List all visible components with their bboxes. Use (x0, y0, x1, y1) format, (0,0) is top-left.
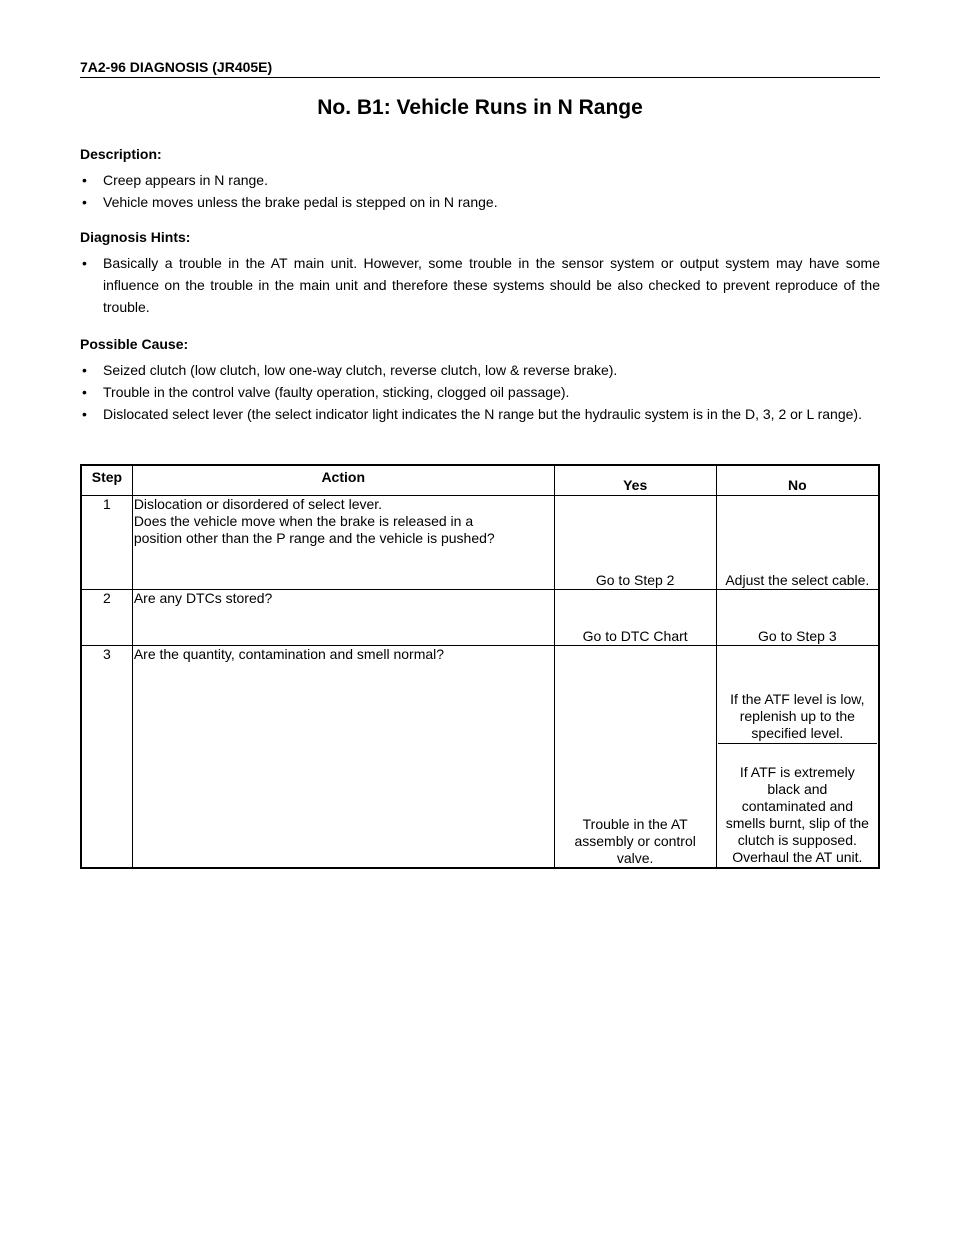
list-item: • Seized clutch (low clutch, low one-way clutch, reverse clutch, low & reverse brake). (80, 359, 880, 381)
diagnosis-table (80, 464, 880, 869)
page-header: 7A2-96 DIAGNOSIS (JR405E) (80, 58, 880, 78)
action-line: Are any DTCs stored? (133, 590, 273, 606)
no-line: clutch is supposed. (737, 831, 857, 848)
no-line: replenish up to the (739, 707, 855, 724)
action-line: Does the vehicle move when the brake is released in a (133, 513, 474, 529)
causes-list (80, 359, 880, 425)
no-line: If ATF is extremely (739, 763, 855, 780)
table-row (81, 496, 879, 590)
step-number: 2 (81, 590, 132, 646)
hints-heading: Diagnosis Hints: (80, 229, 191, 245)
step-number: 1 (81, 496, 132, 590)
header-step: Step (81, 465, 132, 496)
step-action (132, 590, 554, 646)
no-line: smells burnt, slip of the (725, 814, 869, 831)
step-yes: Go to Step 2 (554, 496, 716, 590)
no-line: Overhaul the AT unit. (732, 848, 863, 865)
step-no: Adjust the select cable. (716, 496, 879, 590)
header-action: Action (132, 465, 554, 496)
action-line: Are the quantity, contamination and smell normal? (133, 646, 445, 662)
no-option-contaminated (718, 744, 877, 867)
list-item: • Dislocated select lever (the select indicator light indicates the N range but the hydraulic system is in the D, 3, 2 or L range). (80, 403, 880, 425)
description-heading: Description: (80, 146, 162, 162)
no-line: specified level. (751, 724, 844, 741)
causes-section (80, 335, 880, 425)
page-title: No. B1: Vehicle Runs in N Range (317, 96, 643, 119)
step-yes (554, 646, 716, 868)
description-section (80, 145, 880, 213)
no-line: contaminated and (741, 797, 853, 814)
header-no: No (716, 465, 879, 496)
step-action (132, 496, 554, 590)
step-no: Go to Step 3 (716, 590, 879, 646)
yes-line: Trouble in the AT (582, 815, 688, 832)
step-action (132, 646, 554, 868)
yes-line: assembly or control (574, 832, 696, 849)
hints-section (80, 228, 880, 318)
no-line: black and (767, 780, 828, 797)
description-list (80, 169, 880, 213)
no-line: If the ATF level is low, (730, 690, 865, 707)
list-item: • Vehicle moves unless the brake pedal is stepped on in N range. (80, 191, 880, 213)
action-line: position other than the P range and the vehicle is pushed? (133, 530, 495, 546)
no-option-low-level (718, 655, 877, 744)
list-item: • Trouble in the control valve (faulty operation, sticking, clogged oil passage). (80, 381, 880, 403)
step-no (716, 646, 879, 868)
table-header-row (81, 465, 879, 496)
yes-line: valve. (616, 849, 654, 866)
list-item: • Creep appears in N range. (80, 169, 880, 191)
hints-list (80, 252, 880, 318)
action-line: Dislocation or disordered of select lever. (133, 496, 383, 512)
list-item: • Basically a trouble in the AT main unit. However, some trouble in the sensor system or output system may have some influence on the trouble in the main unit and therefore these systems should be also checked to prevent reproduce of the trouble. (80, 252, 880, 318)
table-row (81, 590, 879, 646)
step-yes: Go to DTC Chart (554, 590, 716, 646)
step-number: 3 (81, 646, 132, 868)
causes-heading: Possible Cause: (80, 336, 189, 352)
header-yes: Yes (554, 465, 716, 496)
table-row (81, 646, 879, 868)
